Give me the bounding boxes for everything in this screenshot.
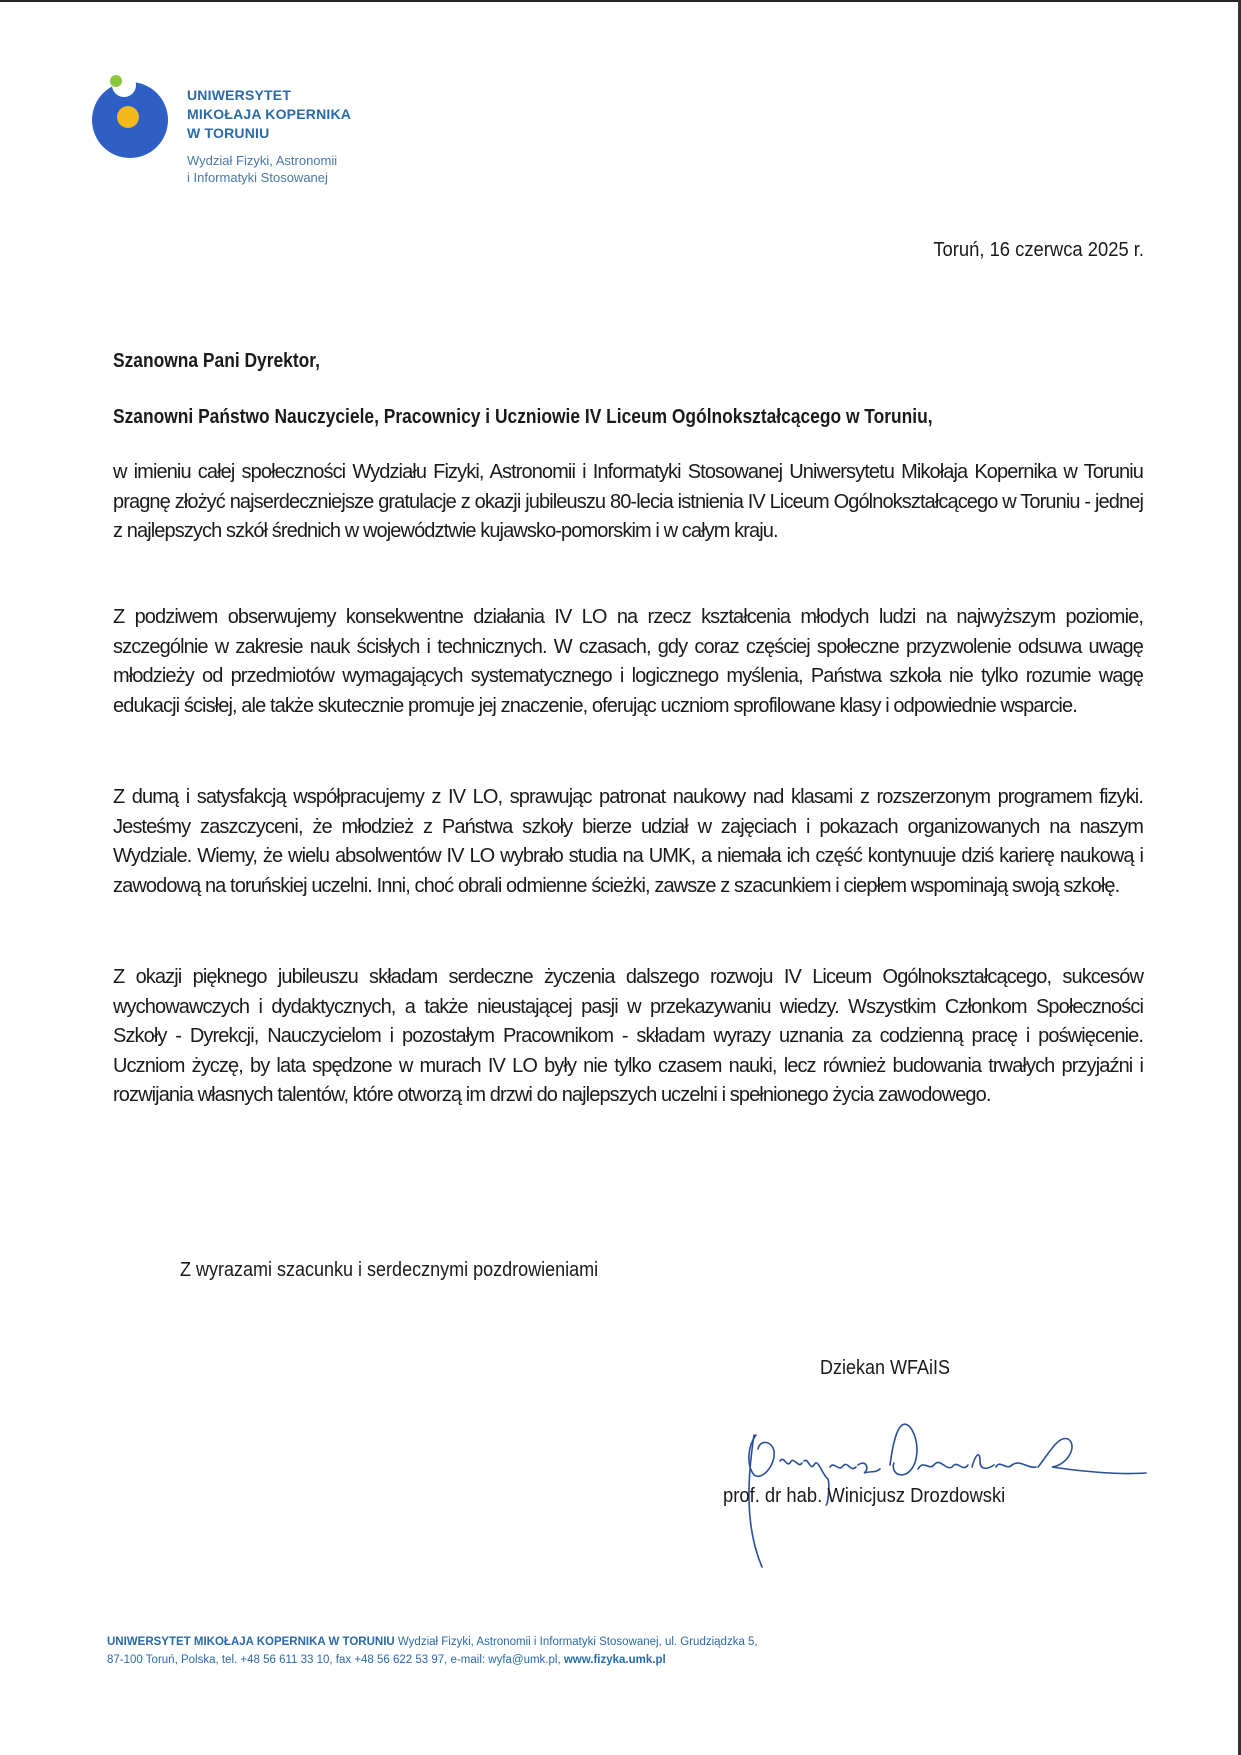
closing-phrase: Z wyrazami szacunku i serdecznymi pozdrowieniami (180, 1259, 599, 1281)
salutation-community: Szanowni Państwo Nauczyciele, Pracownicy i Uczniowie IV Liceum Ogólnokształcącego w Toruniu, (113, 406, 933, 428)
signatory-title: Dziekan WFAiIS (820, 1357, 951, 1379)
body-paragraph: Z dumą i satysfakcją współpracujemy z IV LO, sprawując patronat naukowy nad klasami z rozszerzonym programem fizyki. Jesteśmy zaszczyceni, że młodzież z Państwa szkoły bierze udział w zajęciach i pokazach organizowanych na naszym Wydziale. Wiemy, że wielu absolwentów IV LO wybrało studia na UMK, a niemała ich część kontynuuje dziś karierę naukową i zawodową na toruńskiej uczelni. Inni, choć obrali odmienne ścieżki, zawsze z szacunkiem i ciepłem wspominają swoją szkołę. (113, 786, 1143, 897)
footer-address (107, 1633, 758, 1669)
signatory-name: prof. dr hab. Winicjusz Drozdowski (723, 1485, 1006, 1507)
letter-date: Toruń, 16 czerwca 2025 r. (933, 239, 1144, 261)
body-paragraph: Z podziwem obserwujemy konsekwentne działania IV LO na rzecz kształcenia młodych ludzi na najwyższym poziomie, szczególnie w zakresie nauk ścisłych i technicznych. W czasach, gdy coraz częściej społeczne przyzwolenie odsuwa uwagę młodzieży od przedmiotów wymagających systematycznego i logicznego myślenia, Państwa szkoła nie tylko rozumie wagę edukacji ścisłej, ale także skutecznie promuje jej znaczenie, oferując uczniom sprofilowane klasy i odpowiednie wsparcie. (113, 606, 1143, 717)
university-name-line: W TORUNIU (187, 125, 270, 141)
handwritten-signature-icon (718, 1395, 1148, 1570)
university-name-line: UNIWERSYTET (187, 87, 292, 103)
footer-university-name: UNIWERSYTET MIKOŁAJA KOPERNIKA W TORUNIU (107, 1636, 395, 1648)
footer-contact: 87-100 Toruń, Polska, tel. +48 56 611 33 10, fax +48 56 622 53 97, e-mail: wyfa@umk.pl, (107, 1654, 564, 1666)
salutation-director: Szanowna Pani Dyrektor, (113, 350, 320, 372)
footer-line-2 (107, 1651, 758, 1669)
footer-faculty-address: Wydział Fizyki, Astronomii i Informatyki Stosowanej, ul. Grudziądzka 5, (394, 1636, 758, 1648)
faculty-name (187, 152, 337, 186)
university-name (187, 86, 351, 143)
footer-website-link[interactable]: www.fizyka.umk.pl (563, 1654, 666, 1666)
faculty-name-line: Wydział Fizyki, Astronomii (187, 153, 338, 168)
footer-line-1 (107, 1633, 758, 1651)
faculty-name-line: i Informatyki Stosowanej (187, 170, 328, 185)
body-paragraph: Z okazji pięknego jubileuszu składam serdeczne życzenia dalszego rozwoju IV Liceum Ogólnokształcącego, sukcesów wychowawczych i dydaktycznych, a także nieustającej pasji w przekazywaniu wiedzy. Wszystkim Członkom Społeczności Szkoły - Dyrekcji, Nauczycielom i pozostałym Pracownikom - składam wyrazy uznania za codzienną pracę i poświęcenie. Uczniom życzę, by lata spędzone w murach IV LO były nie tylko czasem nauki, lecz również budowania trwałych przyjaźni i rozwijania własnych talentów, które otworzą im drzwi do najlepszych uczelni i spełnionego życia zawodowego. (113, 966, 1143, 1106)
university-name-line: MIKOŁAJA KOPERNIKA (187, 106, 352, 122)
body-paragraph: w imieniu całej społeczności Wydziału Fizyki, Astronomii i Informatyki Stosowanej Uniwersytetu Mikołaja Kopernika w Toruniu pragnę złożyć najserdeczniejsze gratulacje z okazji jubileuszu 80-lecia istnienia IV Liceum Ogólnokształcącego w Toruniu - jednej z najlepszych szkół średnich w województwie kujawsko-pomorskim i w całym kraju. (113, 461, 1143, 542)
scan-edge-top (0, 0, 1241, 2)
university-logo-icon (88, 72, 178, 162)
